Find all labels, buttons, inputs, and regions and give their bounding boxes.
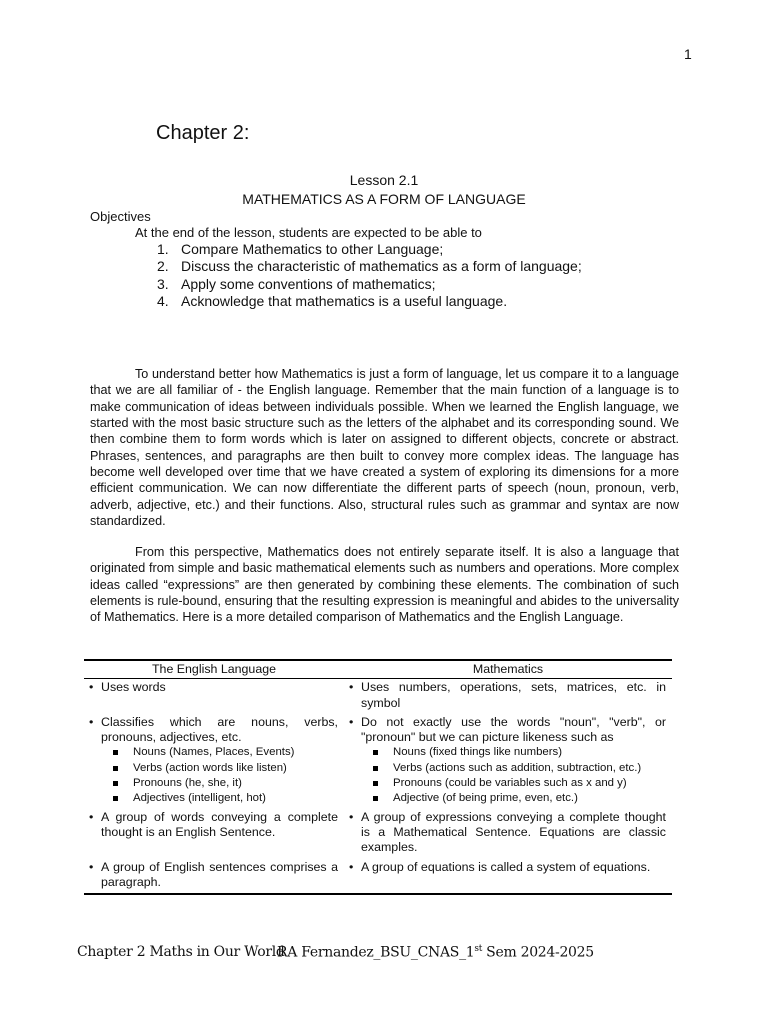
cell-math bbox=[344, 859, 672, 895]
sub-item-text: Nouns (Names, Places, Events) bbox=[133, 746, 295, 759]
sub-item-text: Pronouns (he, she, it) bbox=[133, 776, 242, 789]
footer-author-text: RA Fernandez_BSU_CNAS_1 bbox=[277, 944, 475, 961]
bullet-icon: • bbox=[349, 859, 354, 874]
body-paragraph: From this perspective, Mathematics does not entirely separate itself. It is also a language that originated from simple and basic mathematical elements such as numbers and operations. More complex ideas called “expressions” are then generated by combining these elements. The combination of such elements is rule-bound, ensuring that the resulting expression is meaningful and abides to the universality of Mathematics. Here is a more detailed comparison of Mathematics and the English Language. bbox=[90, 545, 679, 625]
square-bullet-icon bbox=[113, 781, 118, 786]
header-mathematics: Mathematics bbox=[344, 660, 672, 679]
objective-item bbox=[157, 241, 582, 258]
cell-text: A group of equations is called a system of equations. bbox=[361, 859, 651, 874]
cell-text: Uses numbers, operations, sets, matrices, etc. in symbol bbox=[361, 680, 666, 710]
cell-english bbox=[84, 809, 344, 859]
footer-author-semester: Sem 2024-2025 bbox=[482, 944, 594, 961]
objectives-list bbox=[157, 241, 582, 310]
sub-item bbox=[373, 791, 666, 806]
objective-item bbox=[157, 276, 582, 293]
sub-item-text: Adjectives (intelligent, hot) bbox=[133, 791, 266, 804]
sub-item bbox=[373, 745, 666, 760]
sub-item bbox=[113, 745, 338, 760]
footer-chapter: Chapter 2 Maths in Our World bbox=[77, 944, 285, 960]
square-bullet-icon bbox=[113, 750, 118, 755]
cell-text: A group of expressions conveying a complete thought is a Mathematical Sentence. Equations are classic examples. bbox=[361, 809, 666, 855]
bullet-icon: • bbox=[89, 809, 94, 824]
sub-item bbox=[373, 776, 666, 791]
table-row bbox=[84, 809, 672, 859]
objective-item bbox=[157, 293, 582, 310]
chapter-title: Chapter 2: bbox=[156, 122, 250, 144]
bullet-icon: • bbox=[89, 680, 94, 695]
bullet-icon: • bbox=[89, 714, 94, 729]
sub-item-text: Verbs (action words like listen) bbox=[133, 761, 287, 774]
cell-text: Uses words bbox=[101, 680, 166, 695]
objective-number: 3. bbox=[157, 275, 169, 292]
cell-text: A group of words conveying a complete thought is an English Sentence. bbox=[101, 809, 338, 840]
table-row bbox=[84, 859, 672, 895]
objectives-label: Objectives bbox=[90, 209, 151, 224]
cell-english bbox=[84, 859, 344, 895]
objective-text: Acknowledge that mathematics is a useful language. bbox=[181, 292, 508, 309]
objective-text: Compare Mathematics to other Language; bbox=[181, 241, 444, 257]
table-row bbox=[84, 679, 672, 714]
objective-number: 2. bbox=[157, 258, 169, 275]
sub-item bbox=[113, 791, 338, 806]
square-bullet-icon bbox=[373, 750, 378, 755]
cell-math bbox=[344, 809, 672, 859]
sub-item-text: Nouns (fixed things like numbers) bbox=[393, 746, 563, 759]
square-bullet-icon bbox=[113, 766, 118, 771]
sub-item-text: Pronouns (could be variables such as x and y) bbox=[393, 776, 627, 789]
footer-author-superscript: st bbox=[474, 944, 483, 954]
sub-item-text: Adjective (of being prime, even, etc.) bbox=[393, 791, 578, 804]
sub-list bbox=[349, 745, 666, 805]
objectives-intro: At the end of the lesson, students are expected to be able to bbox=[135, 225, 482, 240]
lesson-title: MATHEMATICS AS A FORM OF LANGUAGE bbox=[242, 191, 526, 207]
sub-item bbox=[373, 761, 666, 776]
objective-text: Discuss the characteristic of mathematics as a form of language; bbox=[181, 258, 582, 275]
objective-text: Apply some conventions of mathematics; bbox=[181, 275, 436, 292]
cell-math bbox=[344, 679, 672, 714]
square-bullet-icon bbox=[373, 796, 378, 801]
sub-item-text: Verbs (actions such as addition, subtraction, etc.) bbox=[393, 761, 642, 774]
page-number: 1 bbox=[684, 46, 692, 62]
square-bullet-icon bbox=[373, 781, 378, 786]
cell-english bbox=[84, 679, 344, 714]
cell-english bbox=[84, 714, 344, 809]
bullet-icon: • bbox=[349, 809, 354, 824]
table-header-row bbox=[84, 660, 672, 679]
cell-math bbox=[344, 714, 672, 809]
sub-item bbox=[113, 776, 338, 791]
comparison-table bbox=[84, 659, 672, 895]
bullet-icon: • bbox=[349, 680, 354, 695]
objective-item bbox=[157, 258, 582, 275]
cell-text: Do not exactly use the words "noun", "verb", or "pronoun" but we can picture likeness such as bbox=[361, 714, 666, 745]
cell-text: A group of English sentences comprises a paragraph. bbox=[101, 859, 338, 890]
body-paragraph: To understand better how Mathematics is just a form of language, let us compare it to a language that we are all familiar of - the English language. Remember that the main function of a language is to make communication of ideas between individuals possible. When we learned the English language, we started with the most basic structure such as the letters of the alphabet and its corresponding sound. We then combine them to form words which is later on assigned to different objects, concrete or abstract. Phrases, sentences, and paragraphs are then built to convey more complex ideas. The language has become well developed over time that we have created a system of exploring its dimensions for a more efficient communication. We can now differentiate the different parts of speech (noun, pronoun, verb, adverb, adjective, etc.) and their functions. Also, structural rules such as grammar and syntax are now standardized. bbox=[90, 367, 679, 529]
bullet-icon: • bbox=[89, 859, 94, 874]
sub-item bbox=[113, 761, 338, 776]
header-english: The English Language bbox=[84, 660, 344, 679]
bullet-icon: • bbox=[349, 714, 354, 729]
footer-author bbox=[277, 944, 594, 961]
cell-text: Classifies which are nouns, verbs, pronouns, adjectives, etc. bbox=[101, 714, 338, 745]
lesson-number: Lesson 2.1 bbox=[349, 172, 419, 188]
square-bullet-icon bbox=[373, 766, 378, 771]
square-bullet-icon bbox=[113, 796, 118, 801]
objective-number: 1. bbox=[157, 241, 169, 257]
sub-list bbox=[89, 745, 338, 805]
table-row bbox=[84, 714, 672, 809]
objective-number: 4. bbox=[157, 292, 169, 309]
